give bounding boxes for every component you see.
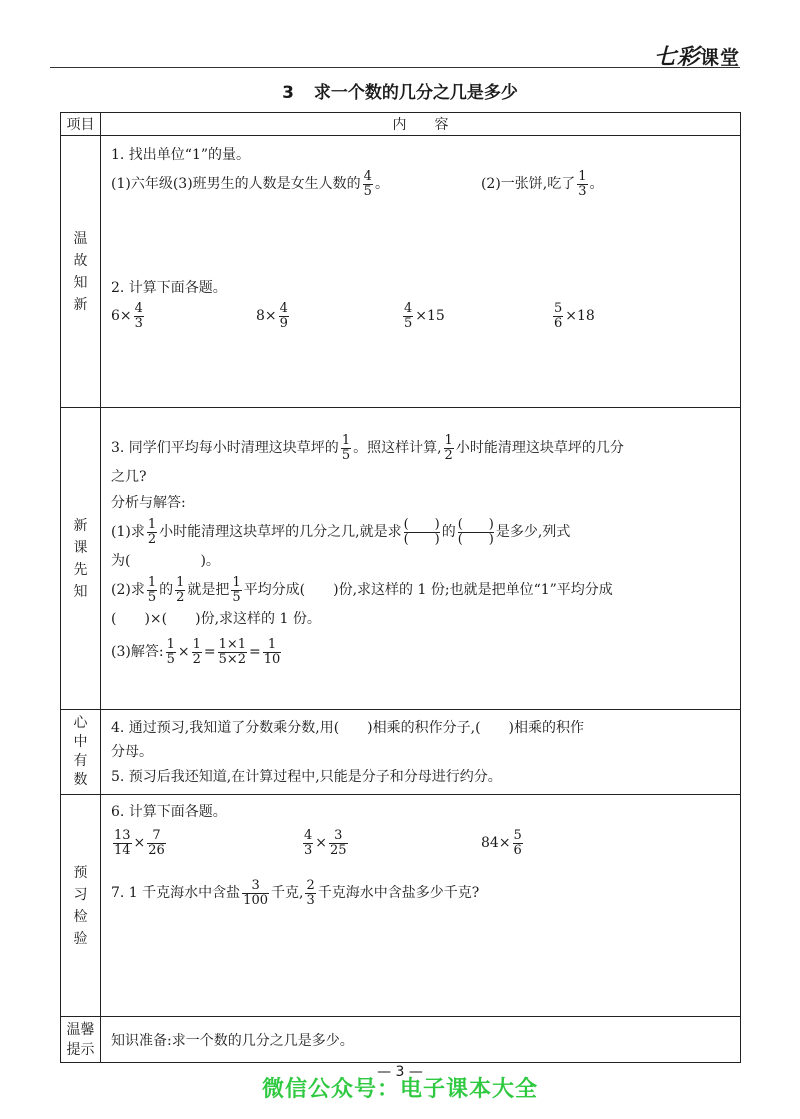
q3-part-1: (1)求 1 2 小时能清理这块草坪的几分之几,就是求 ( ) ( ) 的 ( ) ( ) 是多少,列式 bbox=[111, 516, 571, 547]
q4-line-2: 分母。 bbox=[111, 744, 153, 760]
q1-stem: 1. 找出单位“1”的量。 bbox=[111, 147, 251, 163]
lesson-title: 求一个数的几分之几是多少 bbox=[313, 83, 518, 103]
q2-expr-2: 8× $\frac{4}{9}$ bbox=[256, 300, 288, 331]
q6-expr-1: $\frac{13}{14}$ × $\frac{7}{26}$ bbox=[114, 827, 165, 858]
q2-stem: 2. 计算下面各题。 bbox=[111, 280, 227, 296]
q3-part-2: (2)求 1 5 的 1 2 就是把 1 5 平均分成( )份,求这样的 1 份;也就是把单位“1”平均分成 bbox=[111, 574, 613, 605]
section-mind: 心中有数 bbox=[61, 710, 101, 795]
q6-expr-3: 84× $\frac{5}{6}$ bbox=[481, 827, 522, 858]
q5-line: 5. 预习后我还知道,在计算过程中,只能是分子和分母进行约分。 bbox=[111, 769, 502, 785]
q2-items bbox=[111, 300, 730, 332]
page-number: — 3 — bbox=[377, 1064, 423, 1080]
tips-content: 知识准备:求一个数的几分之几是多少。 bbox=[101, 1017, 741, 1063]
col-head-content: 内 容 bbox=[101, 113, 741, 136]
q2-expr-4: $\frac{5}{6}$ ×18 bbox=[554, 300, 595, 331]
preview-content bbox=[101, 408, 741, 710]
blank-fraction[interactable]: ( ) ( ) bbox=[457, 516, 494, 547]
check-content bbox=[101, 795, 741, 1017]
review-content bbox=[101, 136, 741, 408]
q3-analysis: 分析与解答: bbox=[111, 495, 186, 511]
mind-content bbox=[101, 710, 741, 795]
section-preview: 新课先知 bbox=[61, 408, 101, 710]
q3-part-1-cont[interactable]: 为( )。 bbox=[111, 553, 220, 569]
section-check: 预习检验 bbox=[61, 795, 101, 1017]
section-review: 温故知新 bbox=[61, 136, 101, 408]
q3-line-2: 之几? bbox=[111, 469, 147, 485]
q3-line-1: 3. 同学们平均每小时清理这块草坪的 1 5 。照这样计算, 1 2 小时能清理这块草坪的几分 bbox=[111, 432, 624, 463]
fraction: 1 3 bbox=[578, 168, 587, 199]
q1-items: (1)六年级(3)班男生的人数是女生人数的 4 5 。 (2)一张饼,吃了 1 3 。 bbox=[111, 168, 604, 199]
worksheet-table bbox=[60, 112, 741, 1063]
q2-expr-1: 6× $\frac{4}{3}$ bbox=[111, 300, 143, 331]
brand-big: 七彩 bbox=[653, 45, 700, 70]
q6-expr-2: $\frac{4}{3}$ × $\frac{3}{25}$ bbox=[304, 827, 347, 858]
q2-expr-3: $\frac{4}{5}$ ×15 bbox=[404, 300, 445, 331]
q7-line: 7. 1 千克海水中含盐 3 100 千克, 2 3 千克海水中含盐多少千克? bbox=[111, 877, 480, 908]
blank-fraction[interactable]: ( ) ( ) bbox=[403, 516, 440, 547]
col-head-item: 项目 bbox=[61, 113, 101, 136]
q6-items bbox=[111, 823, 730, 863]
q4-line-1[interactable]: 4. 通过预习,我知道了分数乘分数,用( )相乘的积作分子,( )相乘的积作 bbox=[111, 720, 585, 736]
header-rule bbox=[50, 67, 740, 68]
q3-part-2-cont[interactable]: ( )×( )份,求这样的 1 份。 bbox=[111, 611, 321, 627]
brand-small: 课堂 bbox=[699, 47, 740, 69]
section-tips: 温馨提示 bbox=[61, 1017, 101, 1063]
q3-part-3: (3)解答: $\frac{1}{5}$ × $\frac{1}{2}$ = $\frac{1\times 1}{5\times 2}$ = $\frac{1}{10}$ bbox=[111, 636, 281, 667]
lesson-number: 3 bbox=[282, 83, 294, 103]
watermark: 微信公众号：电子课本大全 bbox=[261, 1077, 538, 1102]
q6-stem: 6. 计算下面各题。 bbox=[111, 804, 227, 820]
fraction: 4 5 bbox=[363, 168, 372, 199]
page-title bbox=[0, 78, 800, 103]
